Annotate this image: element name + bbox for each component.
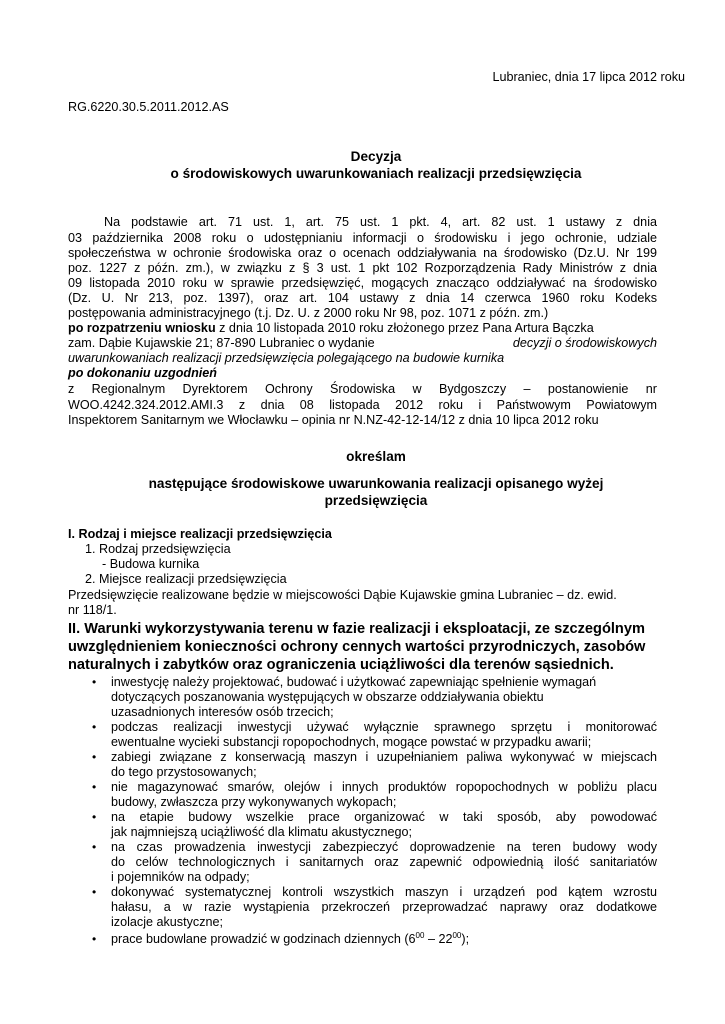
bullet-icon: • xyxy=(92,720,97,734)
working-hours-item xyxy=(111,932,469,947)
request-label: po rozpatrzeniu wniosku xyxy=(68,321,216,335)
place-date: Lubraniec, dnia 17 lipca 2012 roku xyxy=(492,70,685,84)
section-2-heading-cont: naturalnych i zabytków oraz ograniczenia uciążliwości dla terenów sąsiednich. xyxy=(68,657,614,673)
section-1-heading xyxy=(68,527,332,542)
bullet-icon: • xyxy=(92,780,97,794)
request-line-2 xyxy=(68,336,657,351)
request-decision-type: decyzji o środowiskowych xyxy=(512,336,657,350)
agreements-heading: po dokonaniu uzgodnień xyxy=(68,366,218,380)
condition-item: dokonywać systematycznej kontroli wszystkich maszyn i urządzeń pod kątem wzrostu xyxy=(111,885,657,899)
condition-item-cont: hałasu, a w razie wystąpienia przekroczeń przeprowadzać naprawy oraz dodatkowe xyxy=(111,900,657,914)
agreements-line: WOO.4242.324.2012.AMI.3 z dnia 08 listopada 2012 roku i Państwowym Powiatowym xyxy=(68,398,657,412)
document-subtitle: o środowiskowych uwarunkowaniach realizacji przedsięwzięcia xyxy=(170,166,582,181)
working-hours-end-minutes: 00 xyxy=(452,931,462,940)
condition-item-cont: ewentualne wycieki substancji ropopochodnych, mogące powstać w przypadku awarii; xyxy=(111,735,592,749)
location-text: Przedsięwzięcie realizowane będzie w miejscowości Dąbie Kujawskie gmina Lubraniec – dz. ewid. xyxy=(68,588,617,602)
section-1-item-1-detail: - Budowa kurnika xyxy=(102,557,200,571)
bullet-icon: • xyxy=(92,675,97,689)
bullet-icon: • xyxy=(92,750,97,764)
condition-item-cont: do celów technologicznych i sanitarnych oraz zapewnić odpowiednią ilość sanitariatów xyxy=(111,855,657,869)
agreements-line: z Regionalnym Dyrektorem Ochrony Środowiska w Bydgoszczy – postanowienie nr xyxy=(68,382,657,396)
request-line xyxy=(68,321,594,336)
condition-item-cont: jak najmniejszą uciążliwość dla klimatu akustycznego; xyxy=(111,825,412,839)
condition-item: nie magazynować smarów, olejów i innych produktów ropopochodnych w pobliżu placu xyxy=(111,780,657,794)
bullet-icon: • xyxy=(92,810,97,824)
working-hours-end: ); xyxy=(461,932,470,946)
working-hours-start-minutes: 00 xyxy=(415,931,425,940)
working-hours-sep: – 22 xyxy=(424,932,453,946)
basis-line: Na podstawie art. 71 ust. 1, art. 75 ust. 1 pkt. 4, art. 82 ust. 1 ustawy z dnia xyxy=(104,215,657,229)
condition-item: na czas prowadzenia inwestycji zabezpieczyć doprowadzenie na teren budowy wody xyxy=(111,840,657,854)
condition-item-cont: uzasadnionych interesów osób trzecich; xyxy=(111,705,334,719)
section-1-title: I. Rodzaj i miejsce realizacji przedsięwzięcia xyxy=(68,527,332,541)
condition-item: na etapie budowy wszelkie prace organizować w taki sposób, aby powodować xyxy=(111,810,657,824)
location-text-cont: nr 118/1. xyxy=(68,603,117,617)
section-2-heading-cont: uwzględnieniem konieczności ochrony cennych wartości przyrodniczych, zasobów xyxy=(68,639,646,655)
request-applicant: zam. Dąbie Kujawskie 21; 87-890 Lubraniec o wydanie xyxy=(68,336,375,350)
subject-heading-cont: przedsięwzięcia xyxy=(324,493,428,508)
condition-item: podczas realizacji inwestycji używać wyłącznie sprawnego sprzętu i monitorować xyxy=(111,720,657,734)
agreements-line: Inspektorem Sanitarnym we Włocławku – opinia nr N.NZ-42-12-14/12 z dnia 10 lipca 2012 roku xyxy=(68,413,599,427)
basis-line: społeczeństwa w ochronie środowiska oraz o ocenach oddziaływania na środowisko (Dz.U. Nr 199 xyxy=(68,246,657,260)
section-1-item-2: 2. Miejsce realizacji przedsięwzięcia xyxy=(85,572,287,586)
section-2-heading: II. Warunki wykorzystywania terenu w fazie realizacji i eksploatacji, ze szczególnym xyxy=(68,621,645,637)
working-hours-text: prace budowlane prowadzić w godzinach dziennych (6 xyxy=(111,932,416,946)
bullet-icon: • xyxy=(92,840,97,854)
basis-line: 03 października 2008 roku o udostępnianiu informacji o środowisku i jego ochronie, udziale xyxy=(68,231,657,245)
condition-item: zabiegi związane z konserwacją maszyn i uzupełnianiem paliwa wykonywać w miejscach xyxy=(111,750,657,764)
reference-number: RG.6220.30.5.2011.2012.AS xyxy=(68,100,229,114)
subject-heading: następujące środowiskowe uwarunkowania realizacji opisanego wyżej xyxy=(148,476,604,491)
request-text: z dnia 10 listopada 2010 roku złożonego przez Pana Artura Bączka xyxy=(215,321,594,335)
basis-line: poz. 1227 z późn. zm.), w związku z § 3 ust. 1 pkt 102 Rozporządzenia Rady Ministrów z dnia xyxy=(68,261,657,275)
document-title: Decyzja xyxy=(350,149,402,164)
request-subject: uwarunkowaniach realizacji przedsięwzięcia polegającego na budowie kurnika xyxy=(68,351,505,365)
section-1-item-1: 1. Rodzaj przedsięwzięcia xyxy=(85,542,231,556)
basis-line: 09 listopada 2010 roku w sprawie przedsięwzięć, mogących znacząco oddziaływać na środowisko xyxy=(68,276,657,290)
condition-item-cont: i pojemników na odpady; xyxy=(111,870,250,884)
condition-item-cont: budowy, zwłaszcza przy wykonywanych wykopach; xyxy=(111,795,397,809)
bullet-icon: • xyxy=(92,932,97,946)
bullet-icon: • xyxy=(92,885,97,899)
condition-item-cont: dotyczących poszanowania występujących w obszarze oddziaływania obiektu xyxy=(111,690,544,704)
determination-heading: określam xyxy=(346,449,406,464)
basis-line: postępowania administracyjnego (t.j. Dz. U. z 2000 roku Nr 98, poz. 1071 z późn. zm.) xyxy=(68,306,549,320)
basis-line: (Dz. U. Nr 213, poz. 1397), oraz art. 104 ustawy z dnia 14 czerwca 1960 roku Kodeks xyxy=(68,291,657,305)
condition-item-cont: do tego przystosowanych; xyxy=(111,765,257,779)
condition-item-cont: izolacje akustyczne; xyxy=(111,915,223,929)
condition-item: inwestycję należy projektować, budować i użytkować zapewniając spełnienie wymagań xyxy=(111,675,597,689)
